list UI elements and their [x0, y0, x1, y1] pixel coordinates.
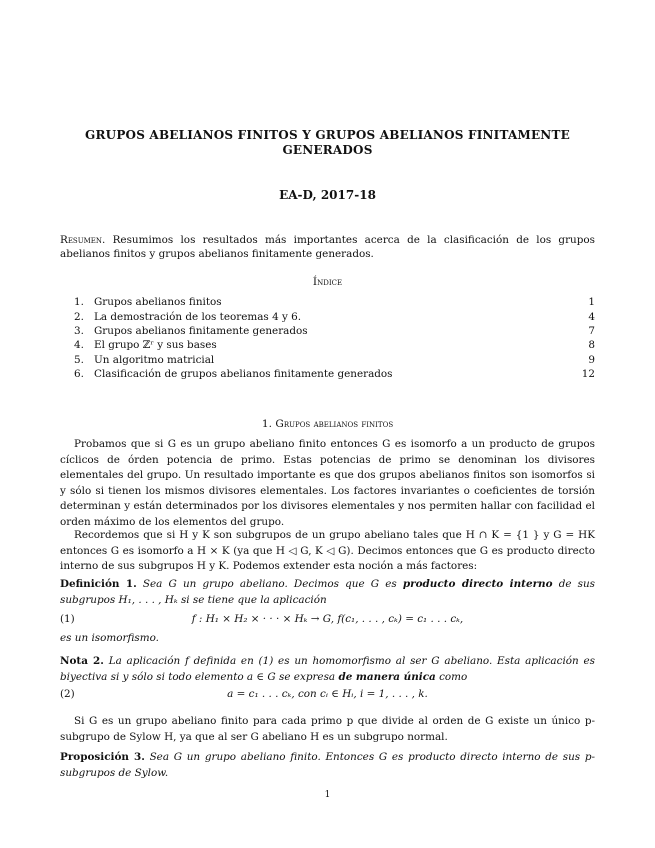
toc-item-page: 12: [581, 368, 595, 381]
definition-label: Definición 1.: [60, 578, 137, 590]
nota-text-b: como: [439, 670, 468, 683]
toc-item-text: Grupos abelianos finitamente generados: [94, 324, 308, 337]
toc-item-page: 4: [588, 310, 595, 323]
paragraph-3: Si G es un grupo abeliano finito para cada primo p que divide al orden de G existe un único p-subgrupo de Sylow H, ya que al ser G abeliano H es un subgrupo normal.: [60, 715, 595, 743]
paragraph-2: Recordemos que si H y K son subgrupos de un grupo abeliano tales que H ∩ K = {1 } y G = HK entonces G es isomorfo a H × K (ya que H ◁ G, K ◁ G). Decimos entonces que G es producto directo interno de sus subgrupos H y K. Podemos extender esta noción a más factores:: [60, 529, 595, 573]
toc-item[interactable]: [60, 338, 595, 352]
abstract-text: Resumimos los resultados más importantes acerca de la clasificación de los grupos abelianos finitos y grupos abelianos finitamente generados.: [60, 234, 595, 260]
toc-item-text: Clasificación de grupos abelianos finitamente generados: [94, 368, 393, 381]
paragraph-1: Probamos que si G es un grupo abeliano finito entonces G es isomorfo a un producto de grupos cíclicos de órden potencia de primo. Estas potencias de primo se denominan los divisores elementales del grupo. Un resultado importante es que dos grupos abelianos finitos son isomorfos si y sólo si tienen los mismos divisores elementales. Los factores invariantes o coeficientes de torsión determinan y están determinados por los divisores elementales y nos permiten hallar con facilidad el orden máximo de los elementos del grupo.: [60, 438, 595, 528]
toc-item-number: 4.: [74, 339, 84, 352]
definition-1: [60, 577, 595, 608]
definition-end: es un isomorfismo.: [60, 632, 159, 644]
toc-item[interactable]: [60, 353, 595, 367]
toc-item-text: El grupo ℤʳ y sus bases: [94, 339, 217, 352]
toc-item-number: 1.: [74, 296, 84, 309]
definition-text-a: Sea G un grupo abeliano. Decimos que G es: [142, 578, 397, 590]
nota-2: [60, 654, 595, 685]
toc-item-text: Grupos abelianos finitos: [94, 296, 222, 309]
table-of-contents: [60, 295, 595, 381]
equation-1: [60, 613, 595, 625]
paper-title: GRUPOS ABELIANOS FINITOS Y GRUPOS ABELIANOS FINITAMENTE GENERADOS: [85, 128, 570, 157]
equation-formula: f : H₁ × H₂ × · · · × Hₖ → G, f(c₁, . . . , cₖ) = c₁ . . . cₖ,: [191, 613, 464, 625]
toc-item-number: 2.: [74, 310, 84, 323]
abstract-label: Resumen.: [60, 234, 106, 246]
toc-item-page: 1: [588, 296, 595, 309]
toc-item[interactable]: [60, 295, 595, 309]
toc-item-number: 5.: [74, 353, 84, 366]
toc-item-text: Un algoritmo matricial: [94, 353, 215, 366]
toc-item-number: 6.: [74, 368, 84, 381]
proposition-label: Proposición 3.: [60, 751, 145, 763]
definition-emphasis: producto directo interno: [402, 578, 553, 590]
toc-item[interactable]: [60, 309, 595, 323]
toc-heading: Índice: [312, 276, 343, 288]
toc-item-page: 8: [588, 339, 595, 352]
toc-item-page: 7: [588, 324, 595, 337]
nota-text-a: La aplicación f definida en (1) es un homomorfismo al ser G abeliano. Esta aplicación es biyectiva si y sólo si todo elemento a ∈ G se expresa: [60, 655, 595, 683]
toc-item-text: La demostración de los teoremas 4 y 6.: [94, 310, 302, 323]
toc-item[interactable]: [60, 367, 595, 381]
nota-emphasis: de manera única: [338, 670, 436, 683]
toc-item-number: 3.: [74, 324, 84, 337]
abstract: [60, 233, 595, 261]
toc-item-page: 9: [588, 353, 595, 366]
definition-text-b: de sus subgrupos H₁, . . . , Hₖ si se tiene que la aplicación: [60, 578, 596, 606]
nota-label: Nota 2.: [60, 655, 104, 667]
proposition-3: [60, 750, 595, 781]
page-number: 1: [324, 790, 331, 800]
equation-number: (2): [60, 688, 75, 700]
equation-2: [60, 688, 595, 700]
paper-subtitle: EA-D, 2017-18: [279, 188, 376, 202]
proposition-text: Sea G un grupo abeliano finito. Entonces G es producto directo interno de sus p-subgrupos de Sylow.: [60, 751, 595, 779]
equation-formula: a = c₁ . . . cₖ, con cᵢ ∈ Hᵢ, i = 1, . . . , k.: [227, 688, 428, 700]
equation-number: (1): [60, 613, 75, 625]
toc-item[interactable]: [60, 324, 595, 338]
section-heading: 1. Grupos abelianos finitos: [261, 418, 394, 430]
